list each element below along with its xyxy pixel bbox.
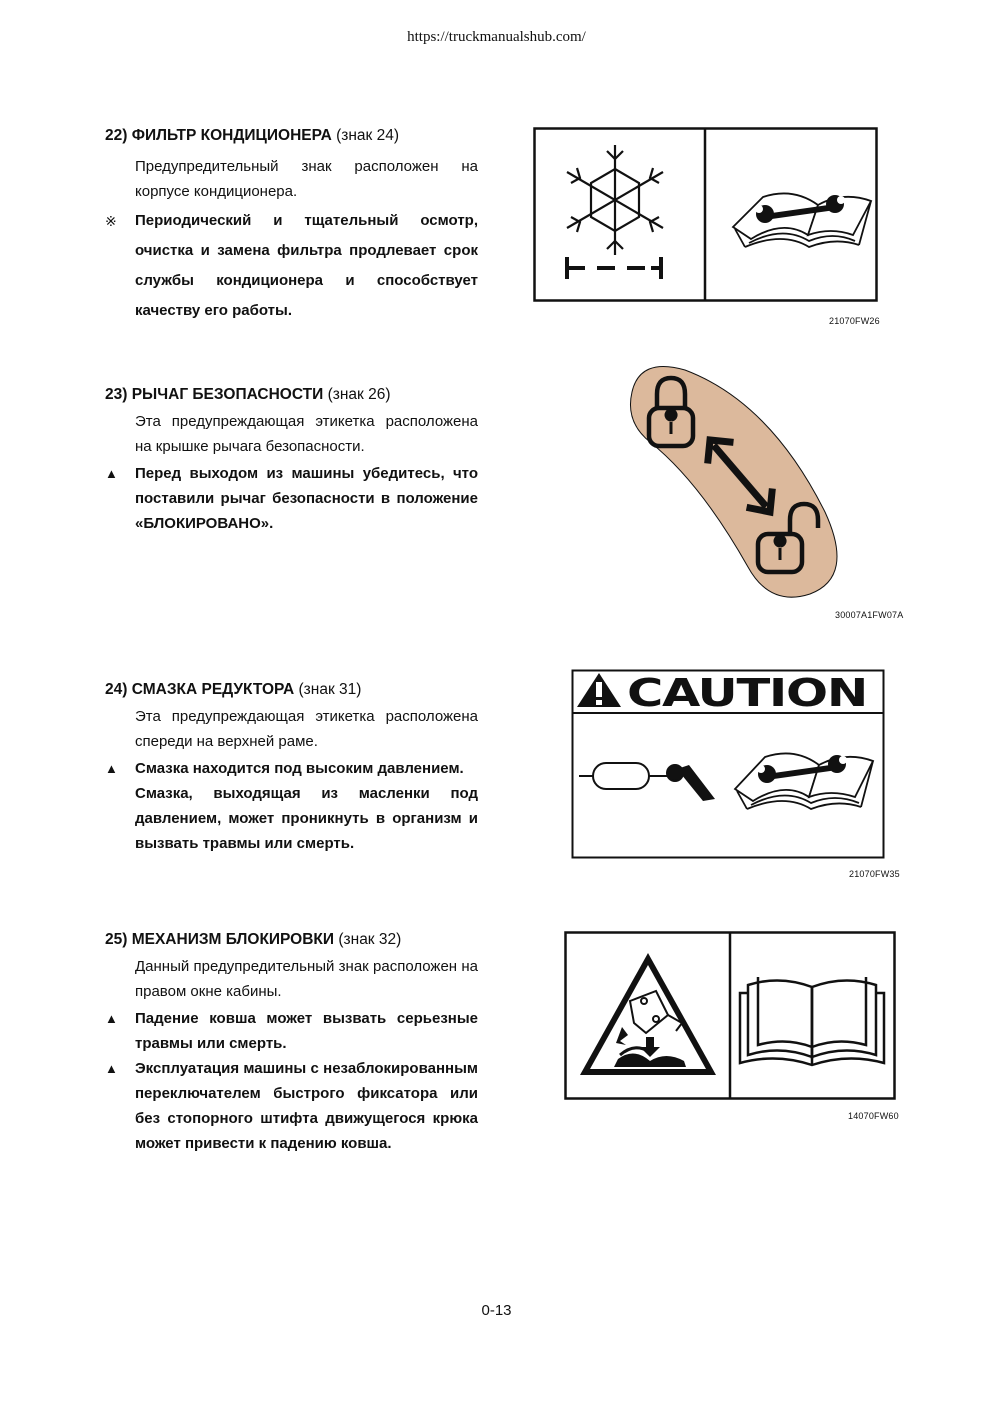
section-title: СМАЗКА РЕДУКТОРА — [131, 681, 295, 698]
section-air-filter — [105, 127, 478, 326]
open-manual-icon — [740, 977, 884, 1065]
section-description: Предупредительный знак расположен на корпусе кондиционера. — [135, 158, 478, 200]
section-note — [135, 781, 478, 856]
air-filter-decal — [533, 127, 880, 326]
page-number: 0-13 — [481, 1302, 512, 1319]
section-lock-mechanism — [105, 931, 478, 1156]
note-text: Падение ковша может вызвать серьезные травмы или смерть. — [135, 1010, 478, 1052]
safety-lever-decal — [620, 362, 904, 620]
section-title: ФИЛЬТР КОНДИЦИОНЕРА — [131, 127, 332, 144]
section-title: РЫЧАГ БЕЗОПАСНОСТИ — [131, 386, 324, 403]
figure-code: 14070FW60 — [848, 1111, 899, 1121]
note-text: Перед выходом из машины убедитесь, что поставили рычаг безопасности в положение «БЛОКИРОВАНО». — [135, 465, 478, 532]
safety-lever-decal-graphic — [620, 362, 845, 602]
section-heading — [105, 386, 478, 404]
warning-triangle-icon: ▲ — [105, 1011, 118, 1026]
sign-ref: (знак 24) — [336, 127, 400, 144]
note-text: Смазка, выходящая из масленки под давлением, может проникнуть в организм и вызвать травмы или смерть. — [135, 785, 478, 852]
lock-mechanism-decal — [564, 931, 899, 1121]
section-description: Данный предупредительный знак расположен на правом окне кабины. — [135, 958, 478, 1000]
gear-lube-decal — [571, 669, 900, 879]
warning-triangle-icon: ▲ — [105, 466, 118, 481]
section-heading — [105, 931, 478, 949]
section-note — [105, 1056, 478, 1156]
section-note — [105, 206, 478, 326]
lock-mechanism-decal-graphic — [564, 931, 896, 1101]
section-number: 23) — [105, 386, 128, 403]
section-title: МЕХАНИЗМ БЛОКИРОВКИ — [131, 931, 335, 948]
figure-code: 30007A1FW07A — [835, 610, 904, 620]
note-text: Смазка находится под высоким давлением. — [135, 760, 464, 777]
note-text: Эксплуатация машины с незаблокированным переключателем быстрого фиксатора или без стопорного штифта движущегося крюка может привести к падению ковша. — [135, 1060, 478, 1152]
warning-triangle-icon: ▲ — [105, 1061, 118, 1076]
warning-triangle-icon: ▲ — [105, 761, 118, 776]
sign-ref: (знак 26) — [327, 386, 391, 403]
gear-lube-decal-graphic — [571, 669, 885, 859]
section-gear-lube — [105, 681, 478, 856]
air-filter-decal-graphic — [533, 127, 878, 302]
section-description: Эта предупреждающая этикетка расположена на крышке рычага безопасности. — [135, 413, 478, 455]
section-note — [105, 461, 478, 536]
sign-ref: (знак 31) — [298, 681, 362, 698]
caution-label: CAUTION — [627, 671, 867, 715]
section-number: 22) — [105, 127, 128, 144]
section-number: 24) — [105, 681, 128, 698]
section-safety-lever — [105, 386, 478, 536]
page-url: https://truckmanualshub.com/ — [407, 29, 586, 45]
section-heading — [105, 681, 478, 699]
sign-ref: (знак 32) — [338, 931, 402, 948]
section-note — [105, 1006, 478, 1056]
section-number: 25) — [105, 931, 128, 948]
section-note — [105, 756, 478, 781]
figure-code: 21070FW35 — [849, 869, 900, 879]
section-description: Эта предупреждающая этикетка расположена спереди на верхней раме. — [135, 708, 478, 750]
reference-mark-icon: ※ — [105, 213, 117, 229]
figure-code: 21070FW26 — [829, 316, 880, 326]
section-heading — [105, 127, 478, 145]
note-text: Периодический и тщательный осмотр, очистка и замена фильтра продлевает срок службы кондиционера и способствует качеству его работы. — [135, 212, 478, 319]
